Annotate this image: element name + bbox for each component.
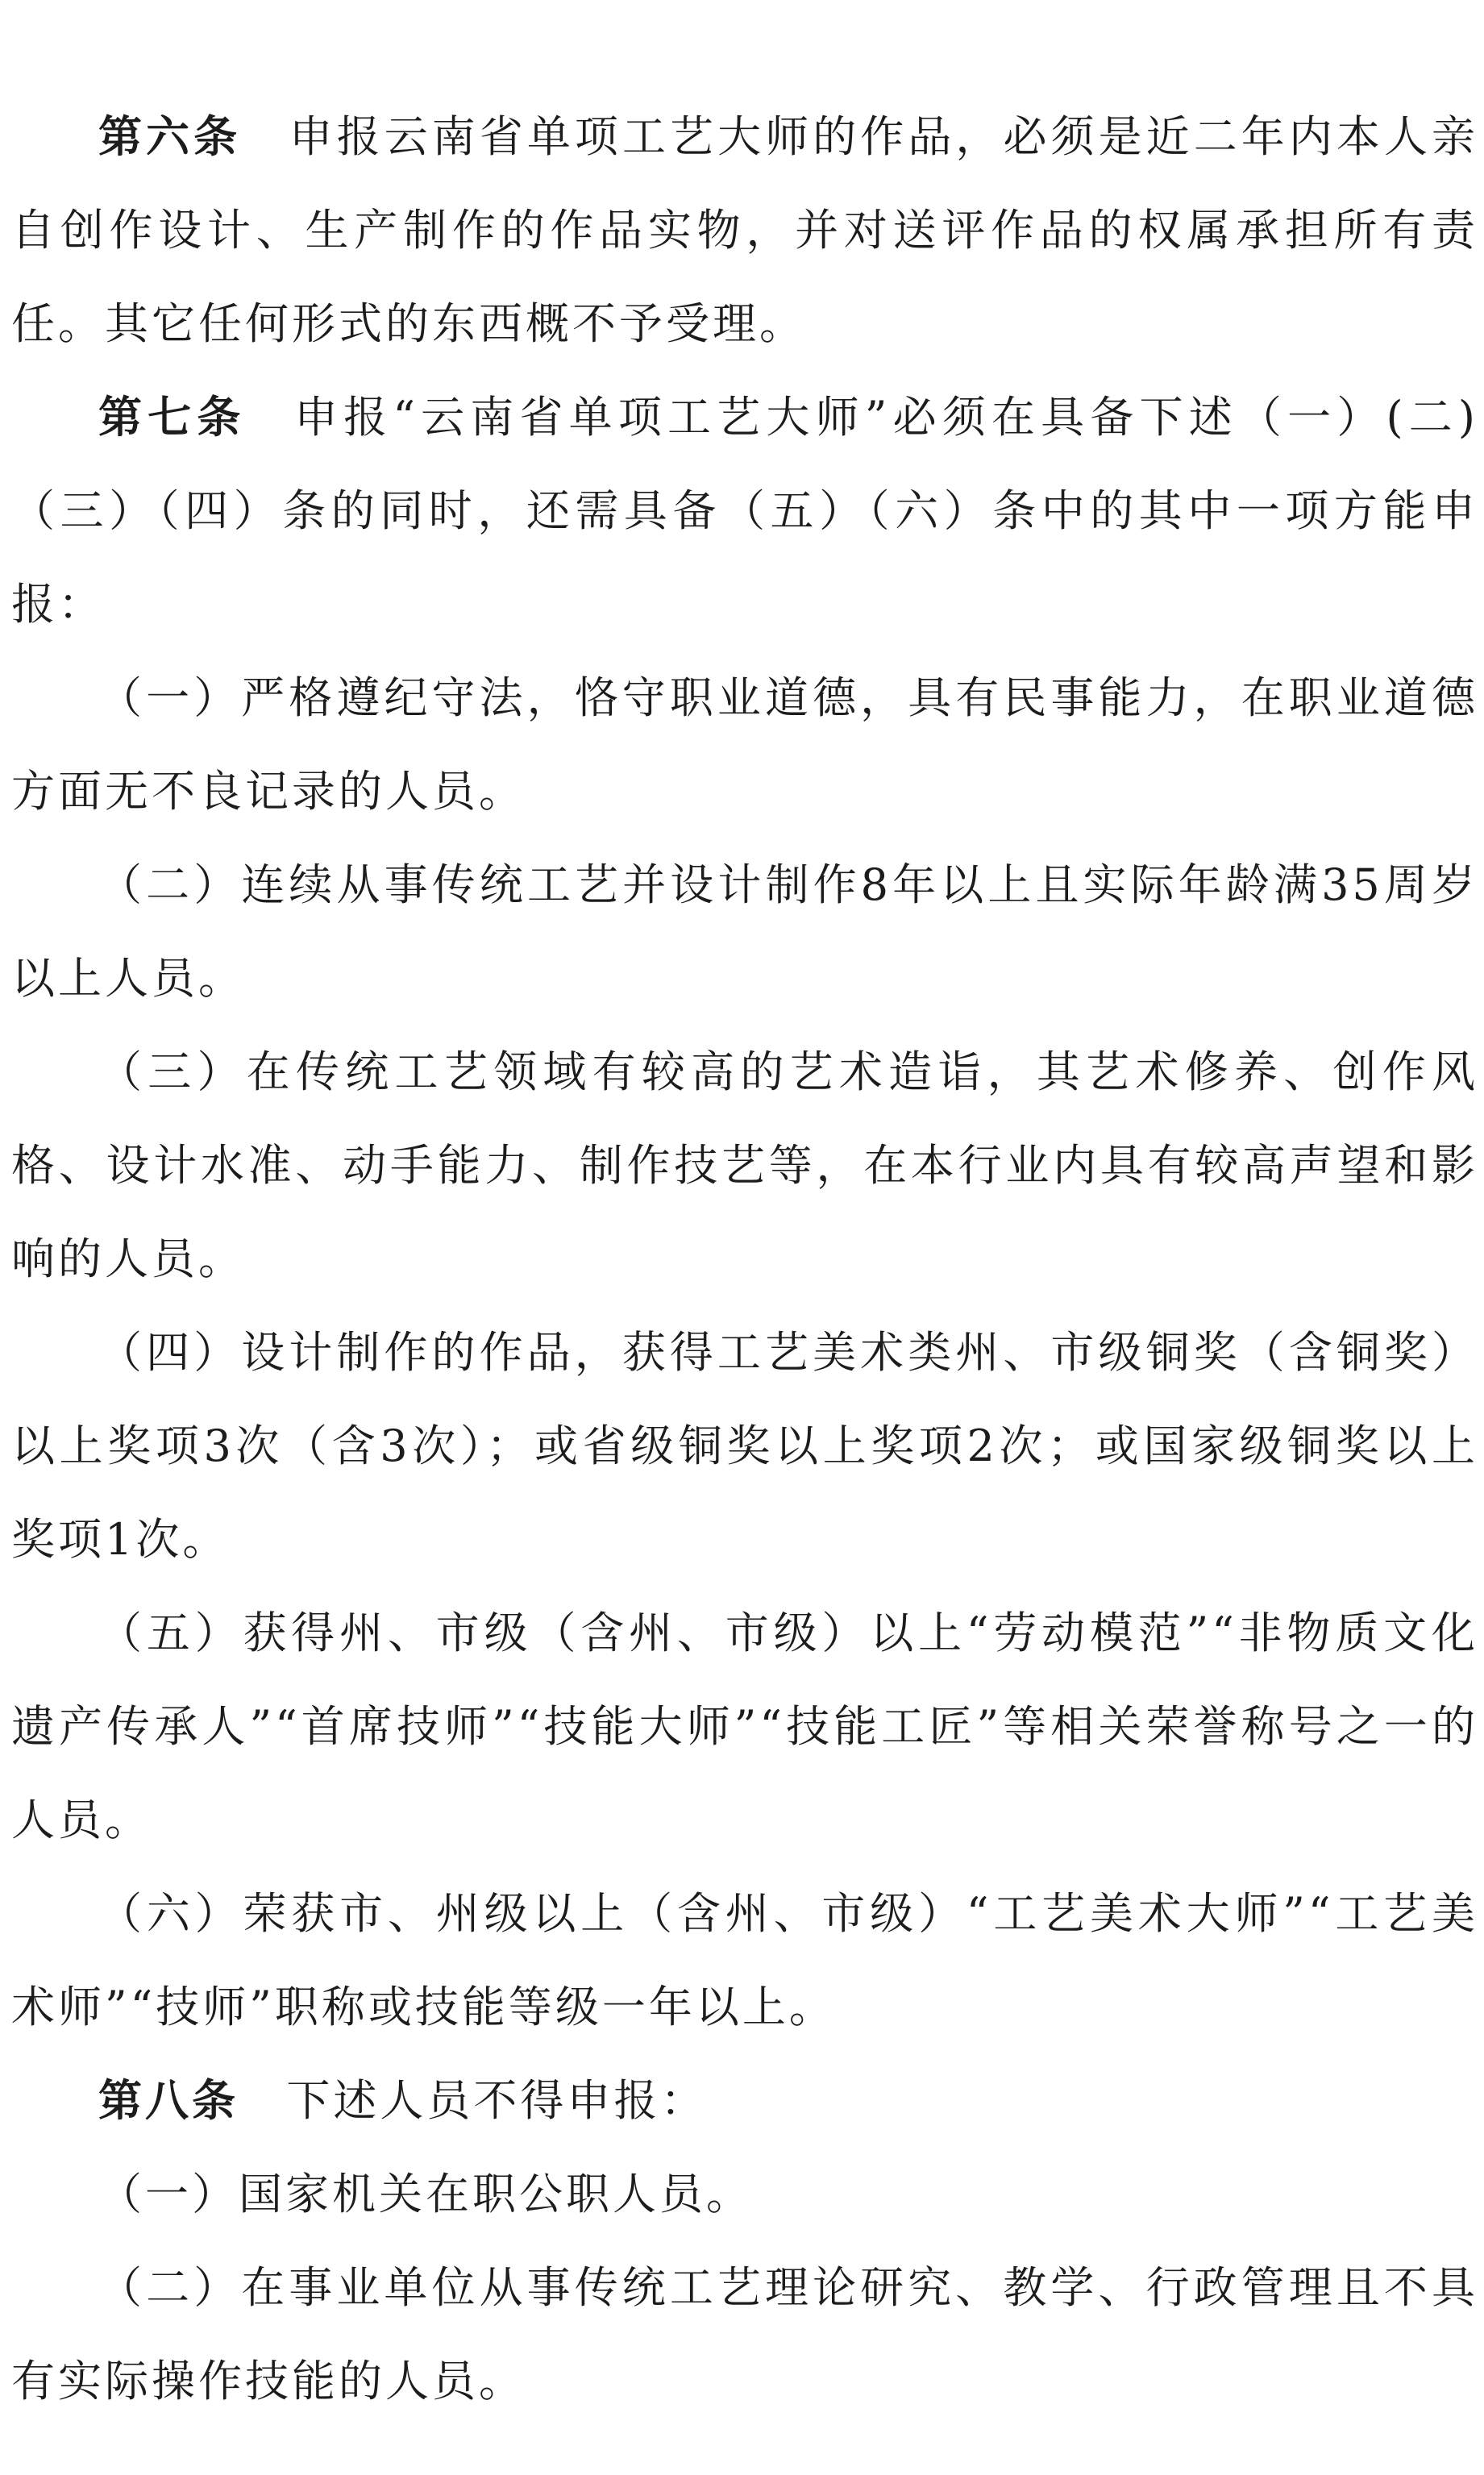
article-number: 第八条 [98, 2075, 239, 2126]
article-7-item-1 [11, 651, 1478, 838]
item-text: （五）获得州、市级（含州、市级）以上“劳动模范”“非物质文化遗产传承人”“首席技师”“技能大师”“技能工匠”等相关荣誉称号之一的人员。 [11, 1608, 1478, 1845]
article-7-paragraph [11, 371, 1478, 651]
article-7-item-6 [11, 1867, 1478, 2054]
article-8-item-2 [11, 2241, 1478, 2428]
item-text: （四）设计制作的作品，获得工艺美术类州、市级铜奖（含铜奖）以上奖项3次（含3次）；或省级铜奖以上奖项2次；或国家级铜奖以上奖项1次。 [11, 1327, 1478, 1565]
article-number: 第六条 [98, 111, 242, 162]
article-number: 第七条 [98, 392, 247, 443]
item-text: （一）国家机关在职公职人员。 [98, 2169, 753, 2219]
article-text: 申报“云南省单项工艺大师”必须在具备下述（一）(二)（三）（四）条的同时，还需具备（五）（六）条中的其中一项方能申报： [11, 392, 1478, 630]
article-8-item-1 [11, 2148, 1478, 2241]
item-text: （二）连续从事传统工艺并设计制作8年以上且实际年龄满35周岁以上人员。 [11, 859, 1478, 1004]
item-text: （一）严格遵纪守法，恪守职业道德，具有民事能力，在职业道德方面无不良记录的人员。 [11, 672, 1478, 817]
document-body [11, 90, 1478, 2428]
item-text: （二）在事业单位从事传统工艺理论研究、教学、行政管理且不具有实际操作技能的人员。 [11, 2262, 1478, 2406]
article-6-paragraph [11, 90, 1478, 371]
article-7-item-5 [11, 1587, 1478, 1867]
article-text: 下述人员不得申报： [286, 2075, 708, 2126]
article-7-item-4 [11, 1306, 1478, 1587]
item-text: （六）荣获市、州级以上（含州、市级）“工艺美术大师”“工艺美术师”“技师”职称或技能等级一年以上。 [11, 1888, 1478, 2032]
item-text: （三）在传统工艺领域有较高的艺术造诣，其艺术修养、创作风格、设计水准、动手能力、制作技艺等，在本行业内具有较高声望和影响的人员。 [11, 1046, 1478, 1284]
article-8-paragraph [11, 2054, 1478, 2148]
article-7-item-3 [11, 1025, 1478, 1306]
article-text: 申报云南省单项工艺大师的作品，必须是近二年内本人亲自创作设计、生产制作的作品实物，并对送评作品的权属承担所有责任。其它任何形式的东西概不予受理。 [11, 111, 1479, 349]
article-7-item-2 [11, 838, 1478, 1025]
